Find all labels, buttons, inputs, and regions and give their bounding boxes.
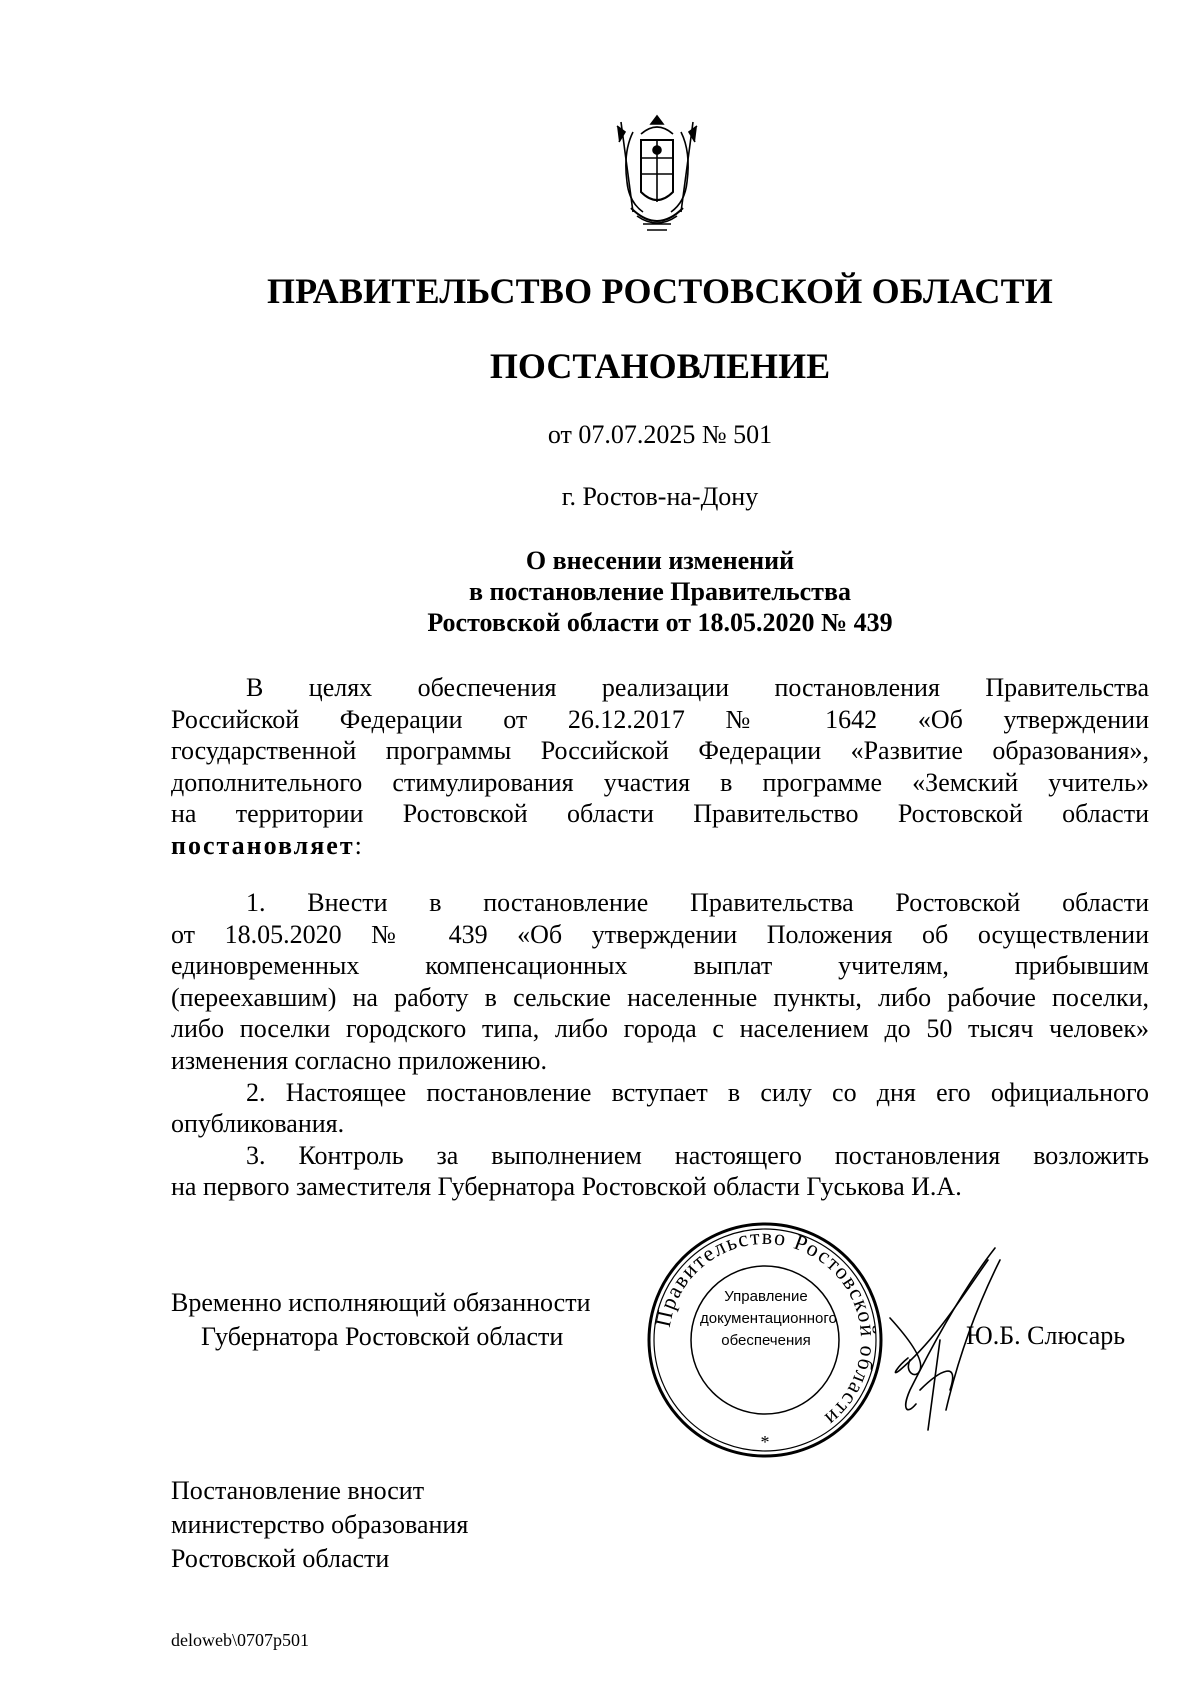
- document-date-number: от 07.07.2025 № 501: [547, 420, 773, 449]
- submitted-by-line: Ростовской области: [171, 1544, 390, 1573]
- submitted-by-line: Постановление вносит: [171, 1476, 425, 1505]
- preamble-paragraph: [171, 672, 1149, 862]
- stamp-center-line: обеспечения: [721, 1332, 811, 1349]
- signer-position: [171, 1286, 591, 1354]
- document-type-heading: ПОСТАНОВЛЕНИЕ: [489, 346, 831, 386]
- submitted-by-block: [171, 1474, 468, 1576]
- document-city: г. Ростов-на-Дону: [561, 482, 759, 511]
- signer-name: Ю.Б. Слюсарь: [966, 1321, 1126, 1350]
- item-line: либо поселки городского типа, либо города с населением до 50 тысяч человек»: [171, 1014, 1149, 1044]
- item-1-paragraph: [171, 887, 1149, 1203]
- item-2-line: 2. Настоящее постановление вступает в силу со дня его официального: [246, 1077, 1149, 1107]
- stamp-center-line: Управление: [724, 1288, 808, 1305]
- preamble-line: Российской Федерации от 26.12.2017 № 1642 «Об утверждении: [171, 704, 1149, 734]
- title-line: Ростовской области от 18.05.2020 № 439: [427, 608, 893, 637]
- stamp-center-line: документационного: [700, 1310, 837, 1327]
- title-line: в постановление Правительства: [468, 577, 851, 606]
- item-2-line: опубликования.: [171, 1109, 345, 1139]
- document-code: deloweb\0707p501: [171, 1630, 309, 1650]
- decree-word-line: [171, 830, 1149, 862]
- signer-position-line: Временно исполняющий обязанности: [171, 1288, 591, 1317]
- stamp-star: *: [760, 1432, 770, 1452]
- title-line: О внесении изменений: [525, 546, 795, 575]
- signer-position-line: Губернатора Ростовской области: [201, 1322, 564, 1351]
- item-3-line: на первого заместителя Губернатора Ростовской области Гуськова И.А.: [171, 1172, 962, 1202]
- decree-word: постановляет: [171, 830, 355, 860]
- item-line: изменения согласно приложению.: [171, 1045, 547, 1075]
- submitted-by-line: министерство образования: [171, 1510, 469, 1539]
- government-heading: ПРАВИТЕЛЬСТВО РОСТОВСКОЙ ОБЛАСТИ: [266, 271, 1054, 311]
- coat-of-arms-emblem: [603, 112, 711, 240]
- decree-colon: :: [354, 830, 362, 860]
- item-line: от 18.05.2020 № 439 «Об утверждении Положения об осуществлении: [171, 919, 1149, 949]
- item-line: 1. Внести в постановление Правительства Ростовской области: [246, 888, 1149, 917]
- stamp-center-text: [700, 1286, 837, 1352]
- preamble-line: дополнительного стимулирования участия в программе «Земский учитель»: [171, 767, 1149, 797]
- document-title: [0, 545, 1200, 638]
- stamp-ring-text: Правительство Ростовской области: [649, 1223, 882, 1433]
- item-line: (переехавшим) на работу в сельские населенные пункты, либо рабочие поселки,: [171, 982, 1149, 1012]
- preamble-line: В целях обеспечения реализации постановления Правительства: [246, 673, 1149, 702]
- item-3-line: 3. Контроль за выполнением настоящего постановления возложить: [246, 1140, 1149, 1170]
- preamble-line: государственной программы Российской Федерации «Развитие образования»,: [171, 736, 1149, 766]
- item-line: единовременных компенсационных выплат учителям, прибывшим: [171, 951, 1149, 981]
- preamble-line: на территории Ростовской области Правительство Ростовской области: [171, 799, 1149, 829]
